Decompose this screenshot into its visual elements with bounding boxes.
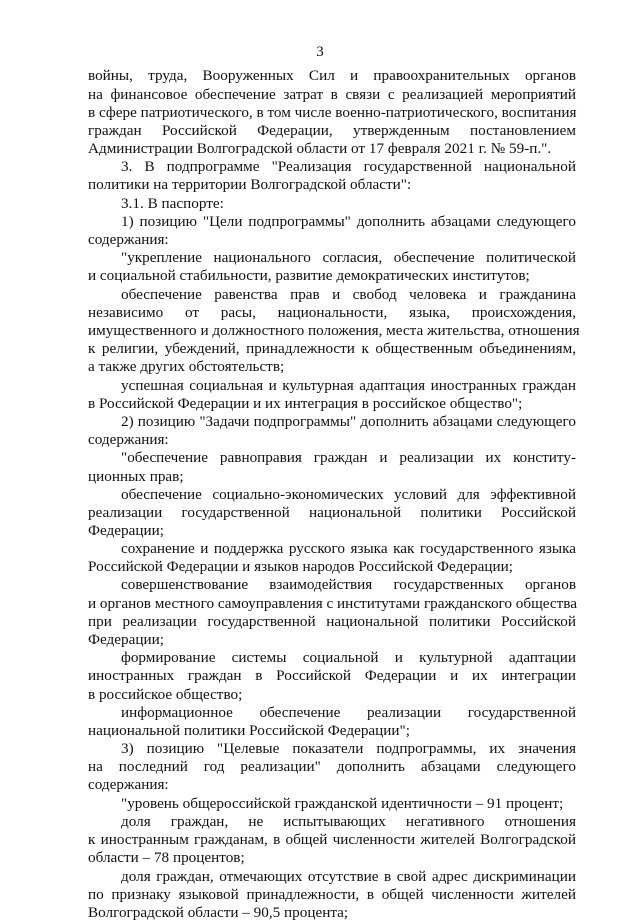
text-line: иностранных граждан в Российской Федерации и их интеграции [88,667,576,684]
text-line: к религии, убеждений, принадлежности к общественным объединениям, [88,340,576,357]
text-line: в российское общество; [88,686,243,703]
text-line: 1) позицию "Цели подпрограммы" дополнить абзацами следующего [121,213,576,230]
text-line: 3) позицию "Целевые показатели подпрограммы, их значения [121,740,576,757]
text-line: сохранение и поддержка русского языка как государственного языка [121,540,576,557]
text-line: успешная социальная и культурная адаптация иностранных граждан [121,377,576,394]
text-line: информационное обеспечение реализации государственной [121,704,576,721]
text-line: формирование системы социальной и культурной адаптации [121,649,576,666]
text-line: имущественного и должностного положения, места жительства, отношения [88,322,580,339]
text-line: в сфере патриотического, в том числе военно-патриотического, воспитания [88,104,577,121]
text-line: на последний год реализации" дополнить абзацами следующего [88,758,576,775]
text-line: Волгоградской области – 90,5 процента; [88,904,349,921]
text-line: содержания: [88,431,169,448]
text-line: на финансовое обеспечение затрат в связи с реализацией мероприятий [88,86,576,103]
text-line: обеспечение равенства прав и свобод человека и гражданина [121,286,576,303]
text-line: обеспечение социально-экономических условий для эффективной [121,486,576,503]
text-line: содержания: [88,776,169,793]
text-line: Федерации; [88,631,164,648]
text-line: политики на территории Волгоградской области": [88,176,412,193]
text-line: "укрепление национального согласия, обеспечение политической [121,249,576,266]
text-line: и органов местного самоуправления с институтами гражданского общества [88,595,578,612]
text-line: Администрации Волгоградской области от 17 февраля 2021 г. № 59-п.". [88,140,552,157]
text-line: войны, труда, Вооруженных Сил и правоохранительных органов [88,67,576,84]
page-number: 3 [316,44,324,60]
text-line: Федерации; [88,522,164,539]
text-line: доля граждан, отмечающих отсутствие в свой адрес дискриминации [121,868,576,885]
text-line: и социальной стабильности, развитие демократических институтов; [88,267,530,284]
text-line: Российской Федерации и языков народов Российской Федерации; [88,558,513,575]
text-line: 3. В подпрограмме "Реализация государственной национальной [121,158,576,175]
text-line: "обеспечение равноправия граждан и реализации их конститу- [121,449,576,466]
text-line: национальной политики Российской Федерации"; [88,722,410,739]
text-line: а также других обстоятельств; [88,358,285,375]
text-line: при реализации государственной национальной политики Российской [88,613,576,630]
text-line: по признаку языковой принадлежности, в общей численности жителей [88,886,576,903]
text-line: 3.1. В паспорте: [121,195,224,212]
text-line: области – 78 процентов; [88,849,245,866]
text-line: совершенствование взаимодействия государственных органов [121,576,576,593]
text-line: независимо от расы, национальности, языка, происхождения, [88,304,576,321]
text-line: содержания: [88,231,169,248]
text-line: граждан Российской Федерации, утвержденным постановлением [88,122,576,139]
text-line: ционных прав; [88,468,184,485]
text-line: в Российской Федерации и их интеграция в российское общество"; [88,395,523,412]
text-line: "уровень общероссийской гражданской идентичности – 91 процент; [121,795,564,812]
text-line: доля граждан, не испытывающих негативного отношения [121,813,576,830]
text-line: к иностранным гражданам, в общей численности жителей Волгоградской [88,831,576,848]
text-line: реализации государственной национальной политики Российской [88,504,576,521]
text-line: 2) позицию "Задачи подпрограммы" дополнить абзацами следующего [121,413,576,430]
